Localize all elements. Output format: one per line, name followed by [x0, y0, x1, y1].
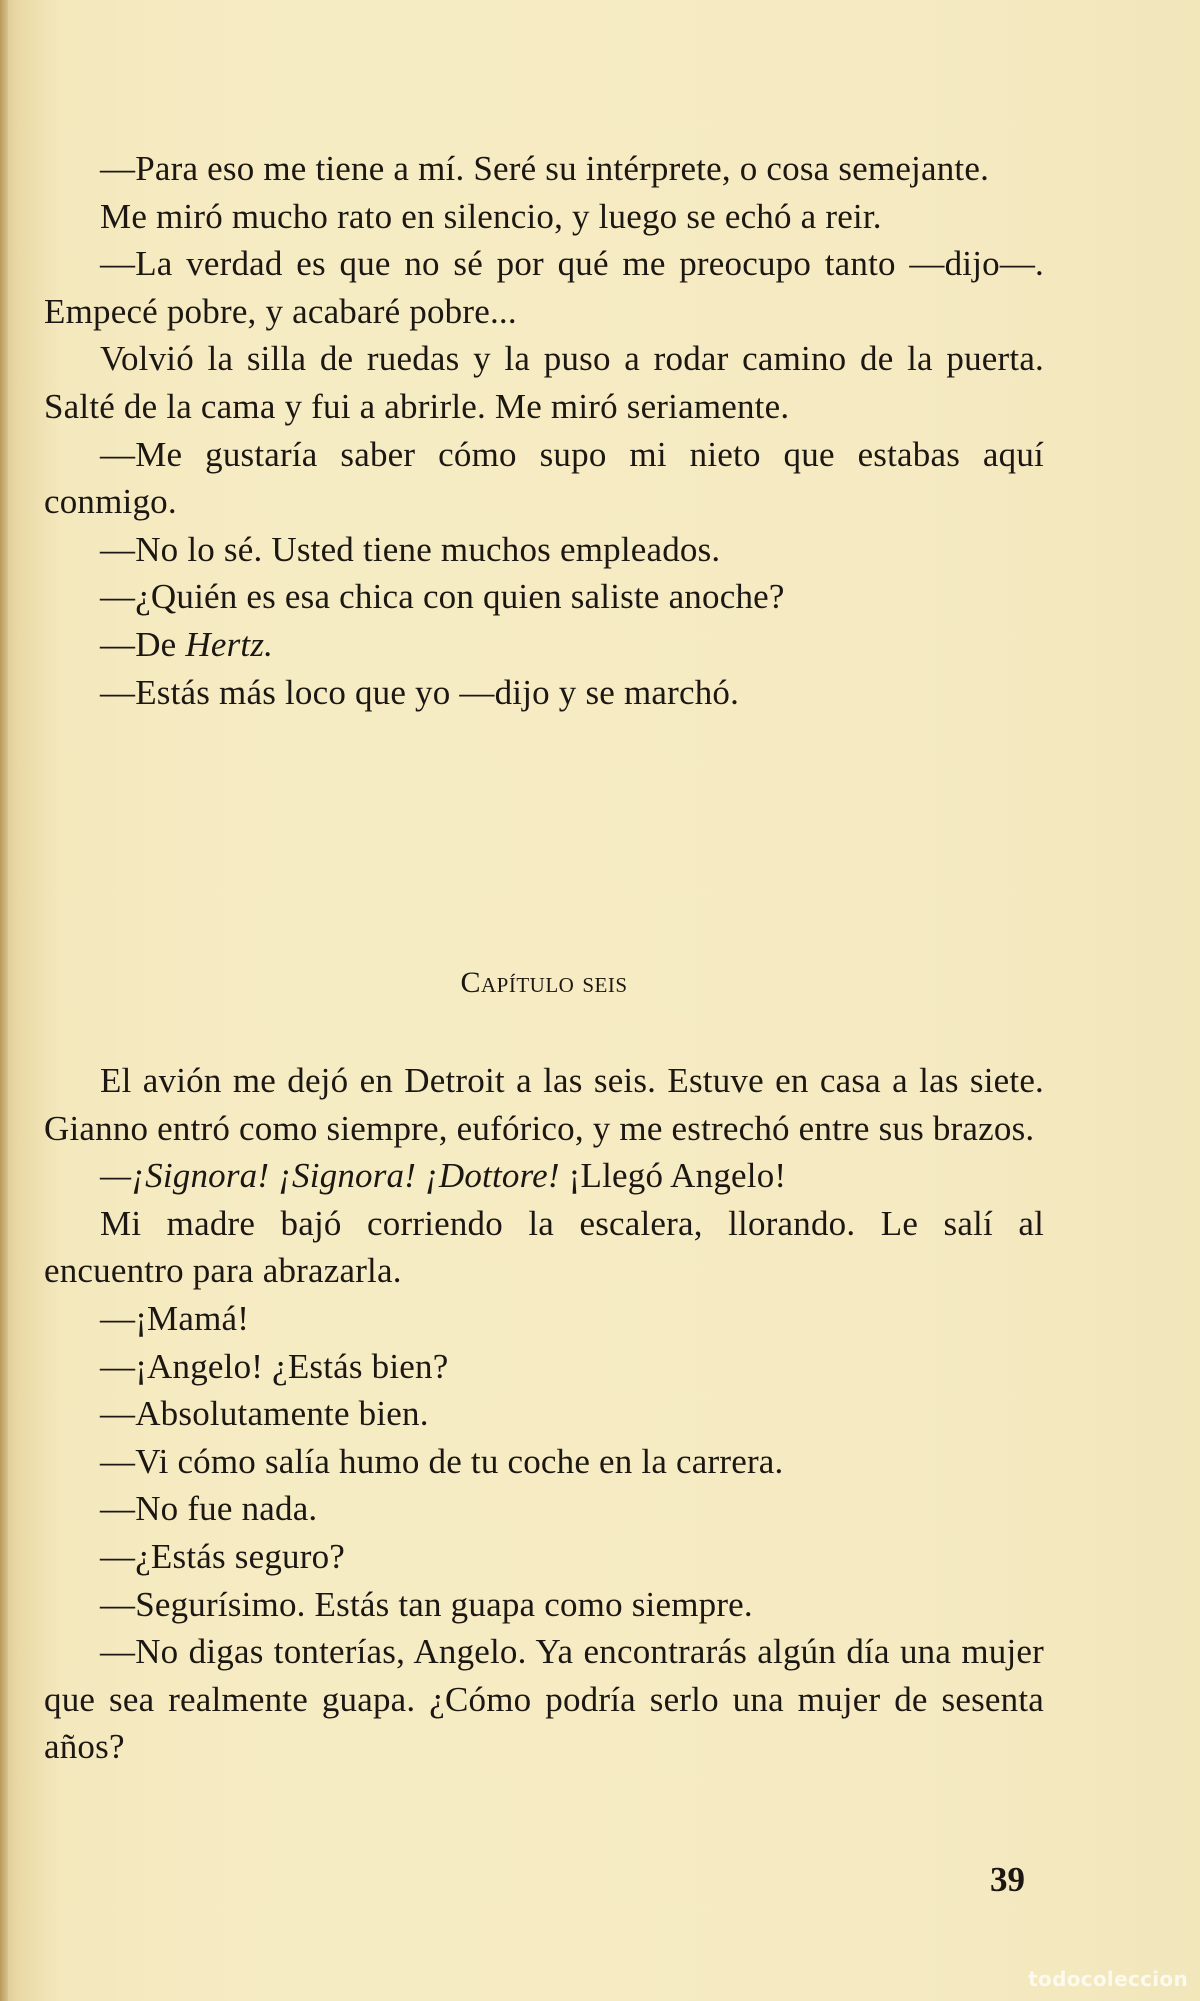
paragraph [44, 1438, 1044, 1486]
paragraph [44, 193, 1044, 241]
paragraph [44, 431, 1044, 526]
paragraph [44, 1200, 1044, 1295]
paragraph [44, 669, 1044, 717]
paragraph-text: —Absolutamente bien. [100, 1394, 429, 1434]
paragraph-text: —No digas tonterías, Angelo. Ya encontrarás algún día una mujer que sea realmente guapa. ¿Cómo podría serlo una mujer de sesenta años? [44, 1632, 1044, 1767]
chapter-heading: Capítulo seis [460, 966, 628, 999]
paragraph [44, 1485, 1044, 1533]
paragraph [44, 573, 1044, 621]
paragraph-text: —La verdad es que no sé por qué me preocupo tanto —dijo—. Empecé pobre, y acabaré pobre... [44, 244, 1044, 331]
paragraph-text: —No fue nada. [100, 1489, 318, 1529]
page-number: 39 [990, 1860, 1025, 1899]
text-block-bottom [44, 1057, 1044, 1771]
paragraph-text: —Segurísimo. Estás tan guapa como siempre. [100, 1584, 753, 1624]
paragraph [44, 621, 1044, 669]
paragraph-text: —No lo sé. Usted tiene muchos empleados. [100, 529, 721, 569]
paragraph [44, 1390, 1044, 1438]
paragraph-text: Me miró mucho rato en silencio, y luego se echó a reir. [100, 196, 882, 236]
paragraph [44, 1295, 1044, 1343]
italic-text: Hertz. [185, 624, 274, 664]
paragraph-text: Volvió la silla de ruedas y la puso a rodar camino de la puerta. Salté de la cama y fui a abrirle. Me miró seriamente. [44, 339, 1044, 426]
paragraph [44, 1533, 1044, 1581]
paragraph-text: El avión me dejó en Detroit a las seis. Estuve en casa a las siete. Gianno entró como siempre, eufórico, y me estrechó entre sus brazos. [44, 1061, 1044, 1148]
paragraph-text-suffix: ¡Llegó Angelo! [568, 1156, 787, 1196]
paragraph [44, 240, 1044, 335]
paragraph-text: Mi madre bajó corriendo la escalera, llorando. Le salí al encuentro para abrazarla. [44, 1203, 1044, 1291]
page-edge [0, 0, 8, 2001]
text-block-top [44, 145, 1044, 716]
paragraph-text: —Me gustaría saber cómo supo mi nieto que estabas aquí conmigo. [44, 434, 1044, 522]
paragraph-text: —¡Mamá! [100, 1298, 250, 1338]
paragraph [44, 526, 1044, 574]
paragraph-text: —Estás más loco que yo —dijo y se marchó. [100, 672, 740, 712]
paragraph-text: —De [100, 624, 186, 664]
paragraph-text: —¿Quién es esa chica con quien saliste anoche? [100, 577, 785, 617]
watermark: todocoleccion [1028, 1967, 1188, 1991]
paragraph [44, 1343, 1044, 1391]
paragraph-text: —¿Estás seguro? [100, 1536, 346, 1576]
paragraph [44, 1057, 1044, 1152]
paragraph [44, 1581, 1044, 1629]
paragraph-text: —¡Signora! ¡Signora! ¡Dottore! [100, 1156, 569, 1196]
paragraph [44, 1628, 1044, 1771]
paragraph-text: —Para eso me tiene a mí. Seré su intérprete, o cosa semejante. [100, 149, 990, 188]
paragraph [44, 145, 1044, 193]
paragraph-text: —¡Angelo! ¿Estás bien? [100, 1346, 449, 1386]
paragraph [44, 1152, 1044, 1200]
paragraph-text: —Vi cómo salía humo de tu coche en la carrera. [100, 1441, 784, 1481]
paragraph [44, 335, 1044, 430]
